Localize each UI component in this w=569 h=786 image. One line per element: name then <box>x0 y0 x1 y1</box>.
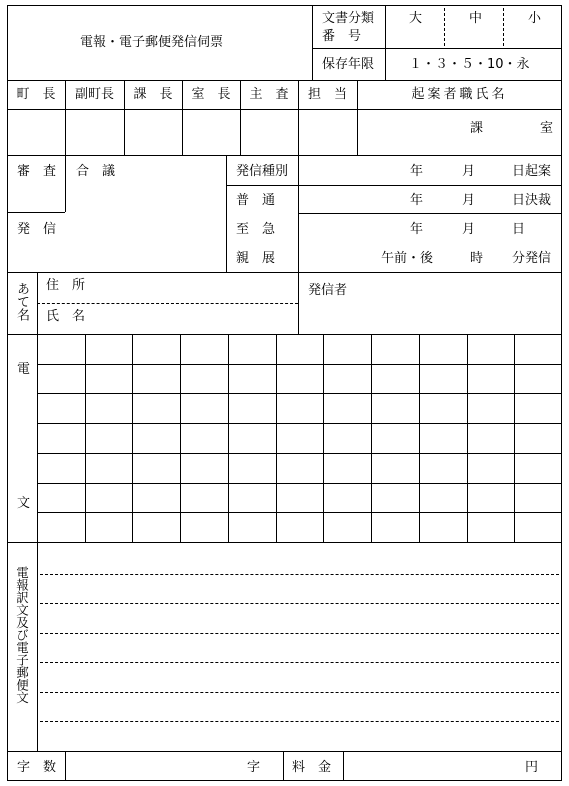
grid-col-line <box>323 334 324 542</box>
decision-year: 年 <box>410 193 424 208</box>
chars-label: 字 数 <box>17 760 57 775</box>
translation-line <box>40 662 559 663</box>
grid-col-line <box>276 334 277 542</box>
draft-day-label: 日起案 <box>512 164 552 179</box>
translation-label: 電報訳文及び電子郵便文 <box>14 566 30 704</box>
grid-col-line <box>419 334 420 542</box>
grid-col-line <box>132 334 133 542</box>
drafter-label: 起案者職氏名 <box>411 87 508 102</box>
send-type-urgent: 至 急 <box>236 222 276 237</box>
send-month: 月 <box>462 222 476 237</box>
address-label: 住 所 <box>46 278 86 293</box>
send-type-normal: 普 通 <box>236 193 276 208</box>
addressee-side-label: あて名 <box>14 282 29 321</box>
decision-month: 月 <box>462 193 476 208</box>
send-minute-label: 分発信 <box>512 251 552 266</box>
sender-label: 発信者 <box>308 283 348 298</box>
grid-row-line <box>37 423 562 424</box>
send-ampm: 午前・後 <box>381 251 434 266</box>
approver-office-chief: 室 長 <box>191 87 231 102</box>
review-label: 審 査 <box>17 164 57 179</box>
grid-row-line <box>37 393 562 394</box>
send-type-label: 発信種別 <box>236 164 289 179</box>
doc-class-label: 文書分類 <box>322 11 375 26</box>
send-hour: 時 <box>470 251 484 266</box>
size-small: 小 <box>528 11 542 26</box>
grid-col-line <box>180 334 181 542</box>
approver-section-chief: 課 長 <box>133 87 173 102</box>
grid-row-line <box>37 512 562 513</box>
doc-number-label: 番 号 <box>322 29 362 44</box>
form-title: 電報・電子郵便発信伺票 <box>80 35 224 50</box>
approver-deputy-mayor: 副町長 <box>74 87 114 102</box>
telegram-bottom-label: 文 <box>17 496 31 511</box>
fee-label: 料 金 <box>292 760 332 775</box>
send-label: 発 信 <box>17 222 57 237</box>
draft-year: 年 <box>410 164 424 179</box>
draft-month: 月 <box>462 164 476 179</box>
grid-col-line <box>85 334 86 542</box>
retention-value: １・３・５・10・永 <box>409 57 530 72</box>
approver-mayor: 町 長 <box>16 87 56 102</box>
fee-unit: 円 <box>525 760 539 775</box>
telegram-top-label: 電 <box>17 362 31 377</box>
grid-row-line <box>37 453 562 454</box>
grid-row-line <box>37 364 562 365</box>
drafter-dept: 課 <box>470 121 484 136</box>
grid-col-line <box>371 334 372 542</box>
grid-row-line <box>37 483 562 484</box>
translation-line <box>40 603 559 604</box>
grid-col-line <box>467 334 468 542</box>
translation-line <box>40 721 559 722</box>
size-medium: 中 <box>469 11 483 26</box>
approver-in-charge: 担 当 <box>307 87 347 102</box>
drafter-room: 室 <box>540 121 554 136</box>
chars-unit: 字 <box>247 760 261 775</box>
send-day: 日 <box>512 222 526 237</box>
translation-line <box>40 574 559 575</box>
grid-col-line <box>514 334 515 542</box>
translation-line <box>40 633 559 634</box>
send-type-personal: 親 展 <box>236 251 276 266</box>
name-label: 氏 名 <box>46 309 86 324</box>
send-year: 年 <box>410 222 424 237</box>
consultation-label: 合 議 <box>76 164 116 179</box>
translation-line <box>40 692 559 693</box>
grid-col-line <box>228 334 229 542</box>
size-large: 大 <box>409 11 423 26</box>
decision-day-label: 日決裁 <box>512 193 552 208</box>
approver-chief-examiner: 主 査 <box>249 87 289 102</box>
retention-label: 保存年限 <box>322 57 375 72</box>
